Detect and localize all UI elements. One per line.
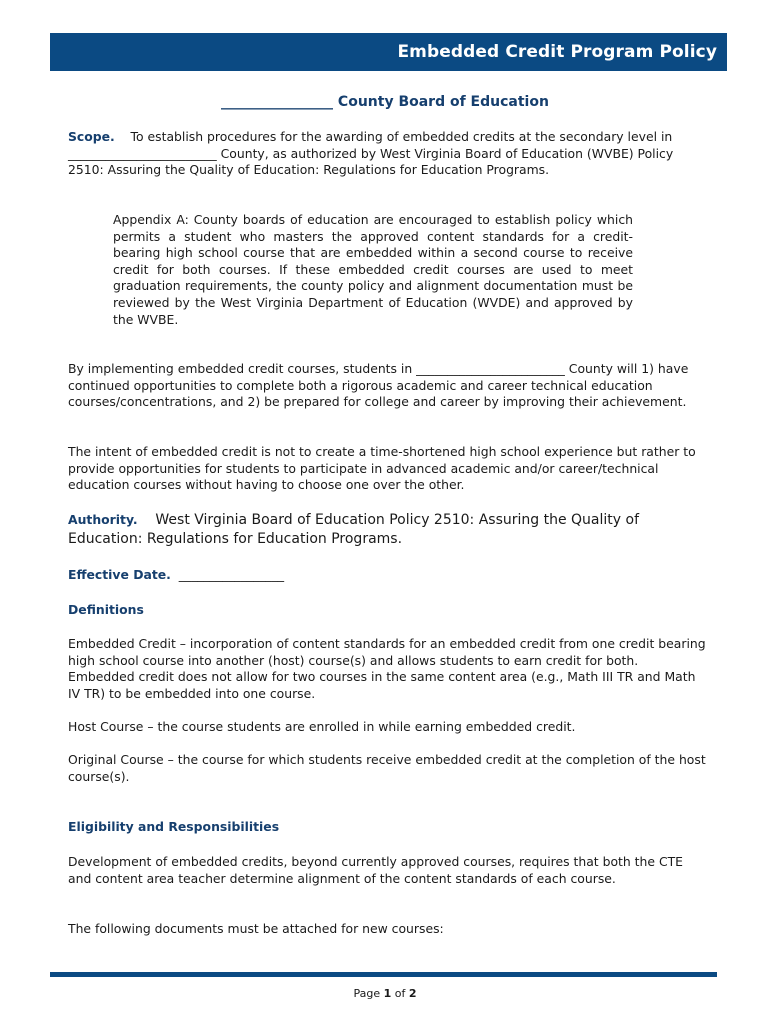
definitions-heading: Definitions [68, 602, 144, 617]
development-paragraph: Development of embedded credits, beyond currently approved courses, requires that both the CTE and content area teacher determine alignment of the content standards of each course. [68, 854, 683, 886]
scope-text: To establish procedures for the awarding of embedded credits at the secondary level in ________________________ County, as authorized by West Virginia Board of Education (WVBE) Policy 2510: Assuring the Quality of Education: Regulations for Education Programs. [68, 129, 674, 178]
authority-text: West Virginia Board of Education Policy 2510: Assuring the Quality of Education: Regulations for Education Programs. [68, 512, 640, 547]
page-number [0, 987, 770, 1000]
page-total: 2 [408, 987, 417, 1000]
implementing-paragraph: By implementing embedded credit courses, students in ________________________ County will 1) have continued opportunities to complete both a rigorous academic and career technical education courses/concentrations, and 2) be prepared for college and career by improving their achievement. [68, 361, 689, 410]
authority-paragraph [68, 510, 708, 549]
scope-paragraph [68, 129, 708, 179]
board-title-text: County Board of Education [337, 94, 549, 110]
county-blank: ________________ [221, 94, 334, 110]
following-documents-text: The following documents must be attached for new courses: [68, 921, 444, 936]
original-course-definition: Original Course – the course for which students receive embedded credit at the completion of the host course(s). [68, 752, 706, 784]
embedded-credit-definition: Embedded Credit – incorporation of content standards for an embedded credit from one credit bearing high school course into another (host) course(s) and allows students to earn credit for both. Embedded credit does not allow for two courses in the same content area (e.g., Math III TR and Math IV TR) to be embedded into one course. [68, 636, 706, 701]
eligibility-heading: Eligibility and Responsibilities [68, 819, 280, 834]
intent-paragraph: The intent of embedded credit is not to create a time-shortened high school experience but rather to provide opportunities for students to participate in advanced academic and/or career/technical education courses without having to choose one over the other. [68, 444, 696, 493]
header-bar [50, 33, 727, 71]
footer-rule [50, 972, 717, 977]
appendix-quote: Appendix A: County boards of education are encouraged to establish policy which permits a student who masters the approved content standards for a credit-bearing high school course that are embedded within a second course to receive credit for both courses. If these embedded credit courses are used to meet graduation requirements, the county policy and alignment documentation must be reviewed by the West Virginia Department of Education (WVDE) and approved by the WVBE. [113, 212, 633, 327]
page-current: 1 [383, 987, 392, 1000]
host-course-definition: Host Course – the course students are enrolled in while earning embedded credit. [68, 719, 576, 734]
authority-label: Authority. [68, 512, 138, 527]
effective-date [68, 567, 708, 584]
board-title [0, 94, 770, 110]
effective-label: Effective Date. [68, 567, 171, 582]
document-title: Embedded Credit Program Policy [397, 42, 717, 62]
scope-label: Scope. [68, 129, 115, 144]
of-word: of [394, 987, 406, 1000]
page-word: Page [353, 987, 381, 1000]
effective-blank: _________________ [178, 567, 285, 582]
